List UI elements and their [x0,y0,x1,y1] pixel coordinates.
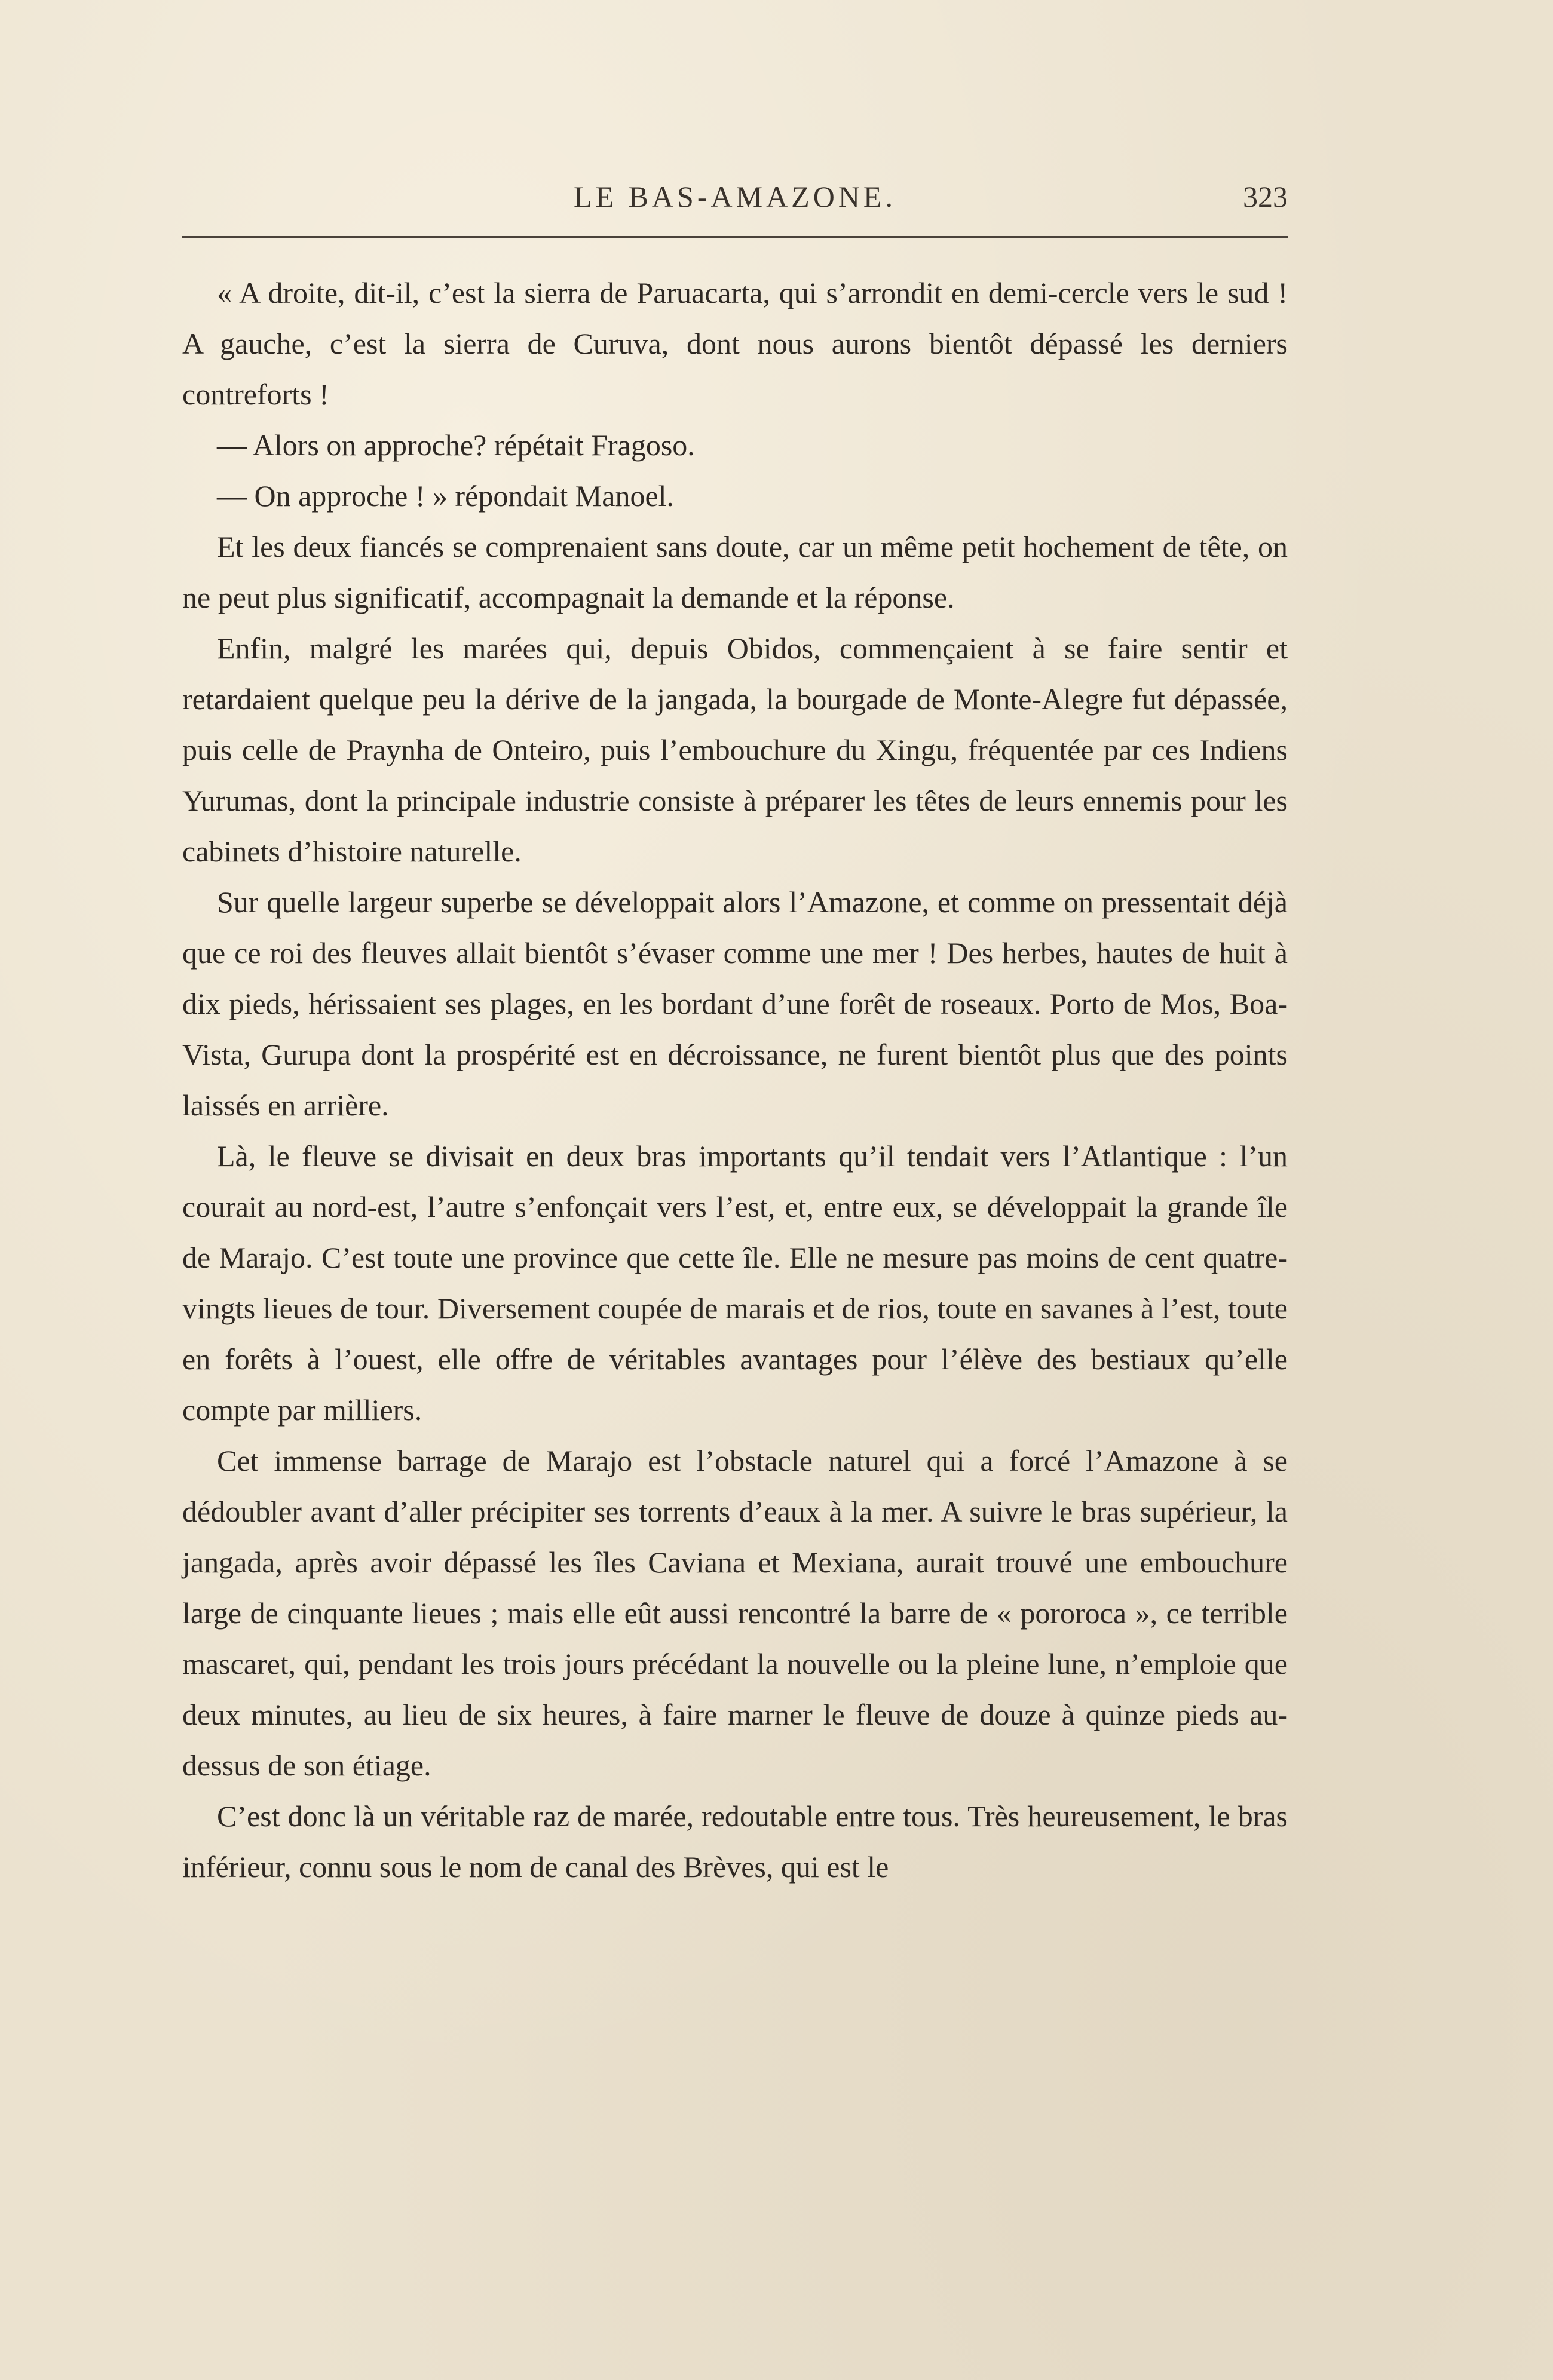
paragraph-2: — Alors on approche? répétait Fragoso. [217,428,695,462]
paragraph-1: « A droite, dit-il, c’est la sierra de Paruacarta, qui s’arrondit en demi-cercle vers le sud ! A gauche, c’est la sierra de Curuva, dont nous aurons bientôt dépassé les derniers contreforts ! [182,276,1288,411]
page-header [182,174,1288,222]
body-text [182,268,1288,1893]
running-title: LE BAS-AMAZONE. [574,180,896,213]
paragraph-4: Et les deux fiancés se comprenaient sans doute, car un même petit hochement de tête, on ne peut plus significatif, accompagnait la demande et la réponse. [182,530,1288,614]
header-rule [182,236,1288,238]
paragraph-8: Cet immense barrage de Marajo est l’obstacle naturel qui a forcé l’Amazone à se dédoubler avant d’aller précipiter ses torrents d’eaux à la mer. A suivre le bras supérieur, la jangada, après avoir dépassé les îles Caviana et Mexiana, aurait trouvé une embouchure large de cinquante lieues ; mais elle eût aussi rencontré la barre de « pororoca », ce terrible mascaret, qui, pendant les trois jours précédant la nouvelle ou la pleine lune, n’emploie que deux minutes, au lieu de six heures, à faire marner le fleuve de douze à quinze pieds au-dessus de son étiage. [182,1444,1288,1782]
paragraph-3: — On approche ! » répondait Manoel. [217,479,675,513]
paragraph-9: C’est donc là un véritable raz de marée, redoutable entre tous. Très heureusement, le bras inférieur, connu sous le nom de canal des Brèves, qui est le [182,1799,1288,1884]
paragraph-6: Sur quelle largeur superbe se développait alors l’Amazone, et comme on pressentait déjà que ce roi des fleuves allait bientôt s’évaser comme une mer ! Des herbes, hautes de huit à dix pieds, hérissaient ses plages, en les bordant d’une forêt de roseaux. Porto de Mos, Boa-Vista, Gurupa dont la prospérité est en décroissance, ne furent bientôt plus que des points laissés en arrière. [182,885,1288,1122]
paragraph-7: Là, le fleuve se divisait en deux bras importants qu’il tendait vers l’Atlantique : l’un courait au nord-est, l’autre s’enfonçait vers l’est, et, entre eux, se développait la grande île de Marajo. C’est toute une province que cette île. Elle ne mesure pas moins de cent quatre-vingts lieues de tour. Diversement coupée de marais et de rios, toute en savanes à l’est, toute en forêts à l’ouest, elle offre de véritables avantages pour l’élève des bestiaux qu’elle compte par milliers. [182,1139,1288,1427]
paragraph-5: Enfin, malgré les marées qui, depuis Obidos, commençaient à se faire sentir et retardaient quelque peu la dérive de la jangada, la bourgade de Monte-Alegre fut dépassée, puis celle de Praynha de Onteiro, puis l’embouchure du Xingu, fréquentée par ces Indiens Yurumas, dont la principale industrie consiste à préparer les têtes de leurs ennemis pour les cabinets d’histoire naturelle. [182,631,1288,868]
page-number: 323 [1243,180,1288,213]
